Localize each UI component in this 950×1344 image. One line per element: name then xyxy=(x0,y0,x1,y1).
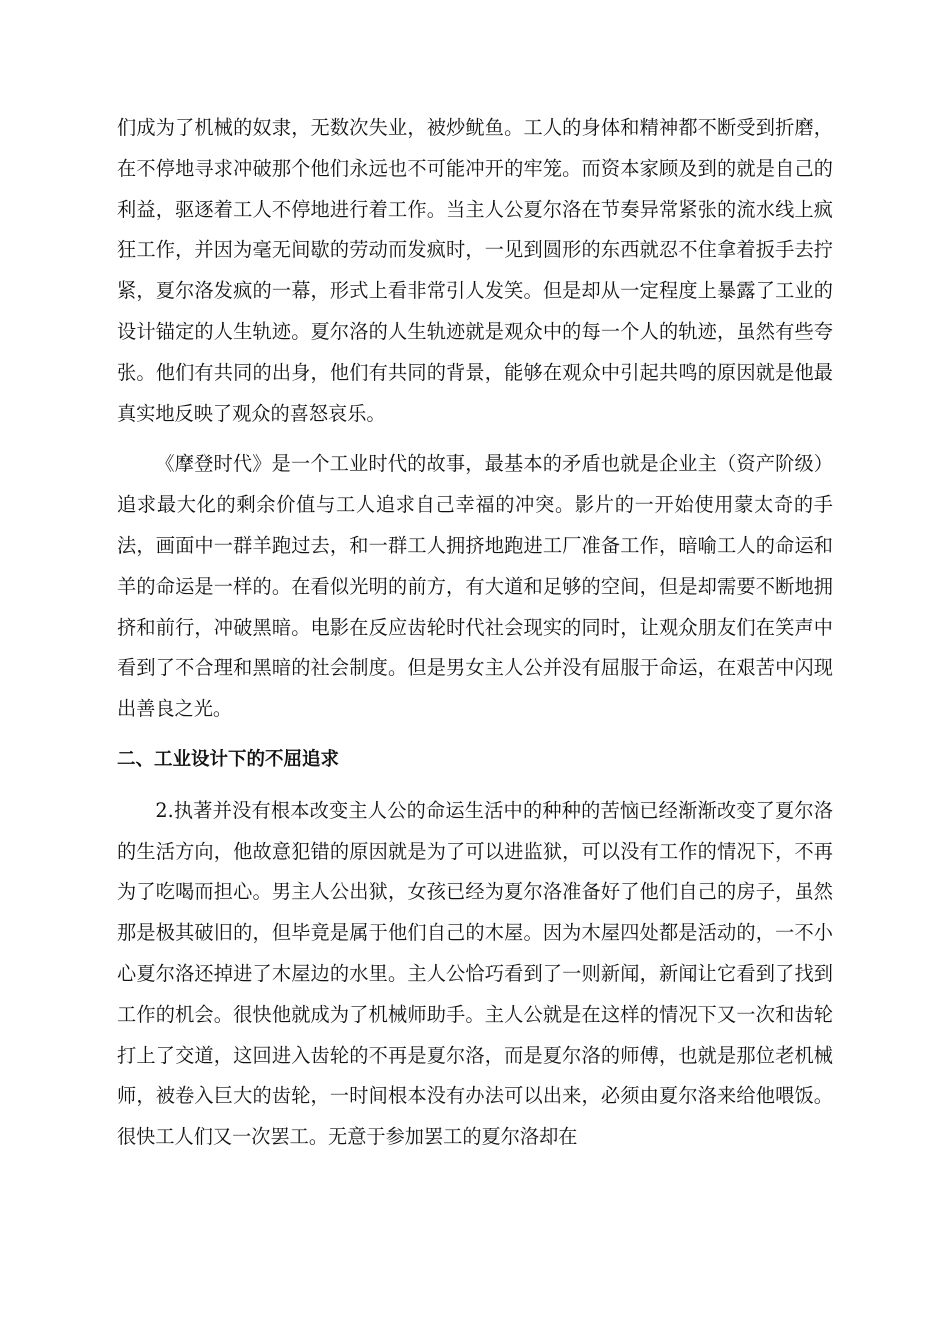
paragraph-spacer xyxy=(117,730,833,740)
section-heading: 二、工业设计下的不屈追求 xyxy=(117,748,340,770)
document-body xyxy=(117,108,833,1158)
paragraph-modern-times: 《摩登时代》是一个工业时代的故事，最基本的矛盾也就是企业主（资产阶级）追求最大化的剩余价值与工人追求自己幸福的冲突。影片的一开始使用蒙太奇的手法，画面中一群羊跑过去，和一群工人拥挤地跑进工厂准备工作，暗喻工人的命运和羊的命运是一样的。在看似光明的前方，有大道和足够的空间，但是却需要不断地拥挤和前行，冲破黑暗。电影在反应齿轮时代社会现实的同时，让观众朋友们在笑声中看到了不合理和黑暗的社会制度。但是男女主人公并没有屈服于命运，在艰苦中闪现出善良之光。 xyxy=(117,452,833,721)
paragraph-spacer xyxy=(117,781,833,791)
paragraph-continuation: 们成为了机械的奴隶，无数次失业，被炒鱿鱼。工人的身体和精神都不断受到折磨，在不停地寻求冲破那个他们永远也不可能冲开的牢笼。而资本家顾及到的就是自己的利益，驱逐着工人不停地进行着工作。当主人公夏尔洛在节奏异常紧张的流水线上疯狂工作，并因为毫无间歇的劳动而发疯时，一见到圆形的东西就忍不住拿着扳手去拧紧，夏尔洛发疯的一幕，形式上看非常引人发笑。但是却从一定程度上暴露了工业的设计锚定的人生轨迹。夏尔洛的人生轨迹就是观众中的每一个人的轨迹，虽然有些夸张。他们有共同的出身，他们有共同的背景，能够在观众中引起共鸣的原因就是他最真实地反映了观众的喜怒哀乐。 xyxy=(117,116,833,425)
paragraph-persistence: 2.执著并没有根本改变主人公的命运生活中的种种的苦恼已经渐渐改变了夏尔洛的生活方向，他故意犯错的原因就是为了可以进监狱，可以没有工作的情况下，不再为了吃喝而担心。男主人公出狱，女孩已经为夏尔洛准备好了他们自己的房子，虽然那是极其破旧的，但毕竟是属于他们自己的木屋。因为木屋四处都是活动的，一不小心夏尔洛还掉进了木屋边的水里。主人公恰巧看到了一则新闻，新闻让它看到了找到工作的机会。很快他就成为了机械师助手。主人公就是在这样的情况下又一次和齿轮打上了交道，这回进入齿轮的不再是夏尔洛，而是夏尔洛的师傅，也就是那位老机械师，被卷入巨大的齿轮，一时间根本没有办法可以出来，必须由夏尔洛来给他喂饭。很快工人们又一次罢工。无意于参加罢工的夏尔洛却在 xyxy=(117,798,833,1149)
paragraph-spacer xyxy=(117,434,833,444)
